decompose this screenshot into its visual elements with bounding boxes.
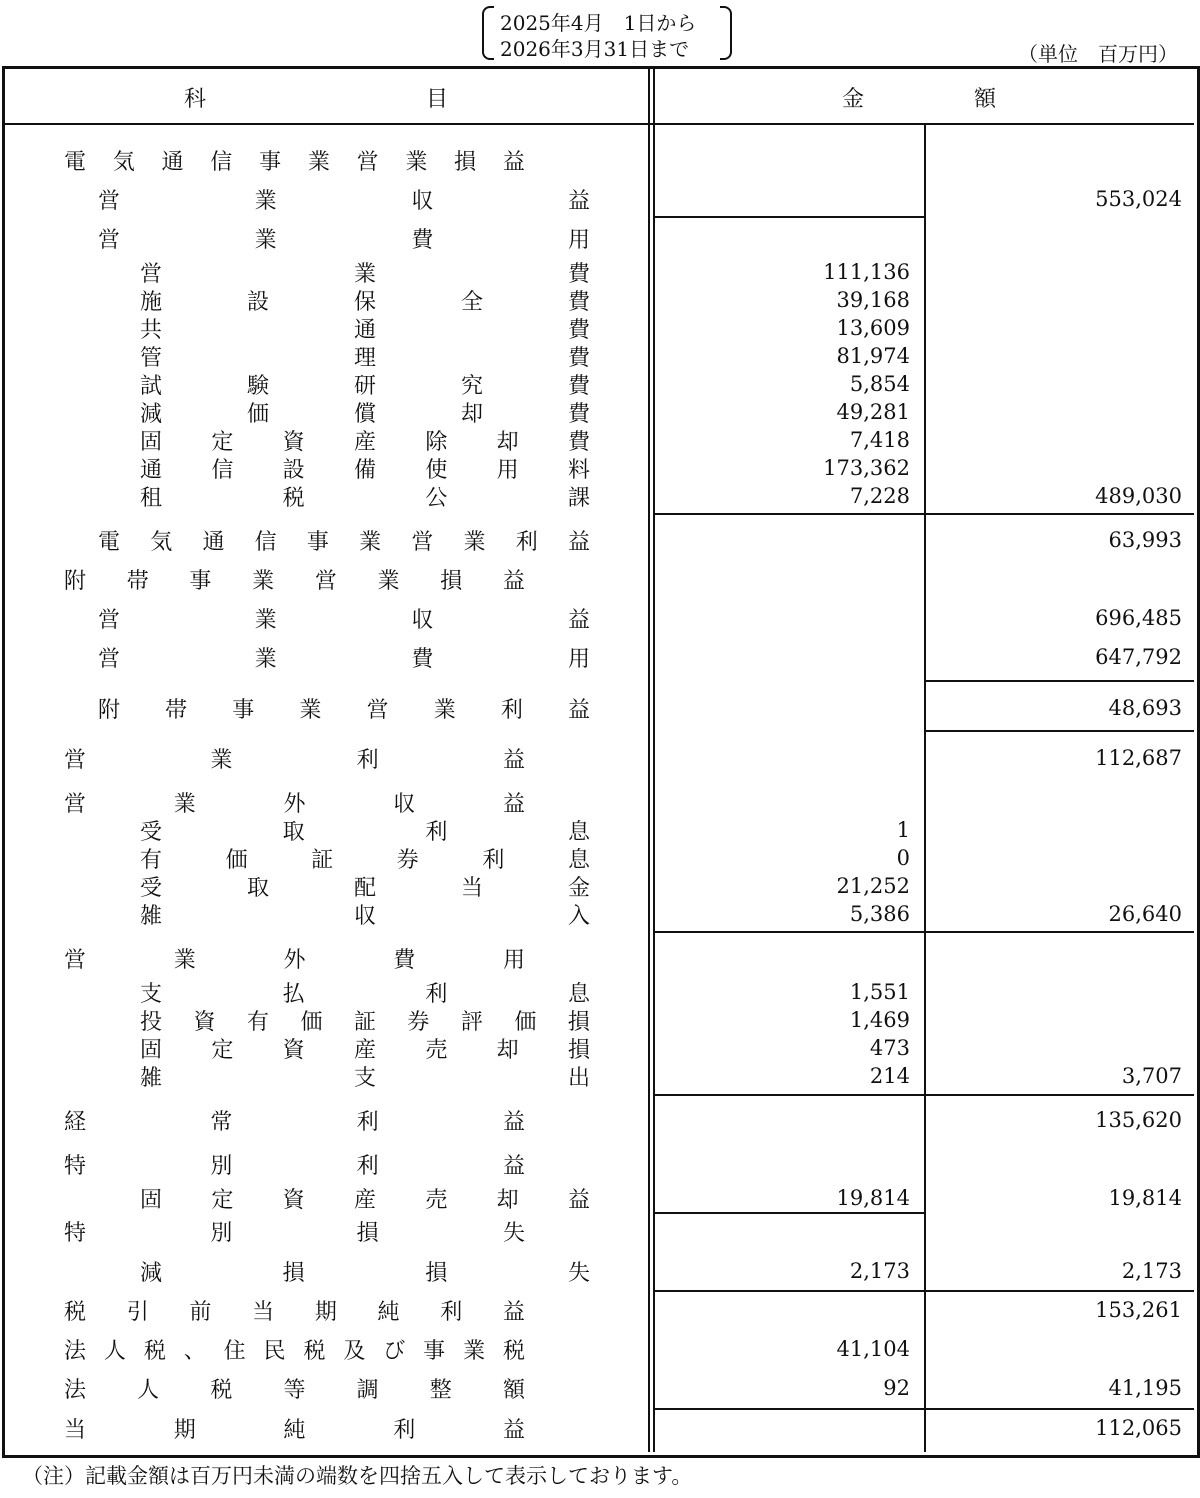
label-char: 法 — [64, 1338, 87, 1364]
unit-label: （単位 百万円） — [1018, 42, 1178, 66]
label-char: 等 — [283, 1377, 306, 1403]
row-label — [140, 872, 590, 900]
row-label — [140, 426, 590, 454]
detail-amount: 1,551 — [849, 980, 910, 1004]
label-char: 益 — [502, 747, 525, 773]
label-char: 営 — [356, 149, 379, 175]
label-char: 投 — [140, 1009, 163, 1035]
row-label — [98, 224, 590, 252]
label-char: 価 — [246, 401, 269, 427]
label-char: 益 — [502, 149, 525, 175]
label-char: 法 — [64, 1377, 87, 1403]
rule — [655, 931, 1194, 933]
label-char: 雑 — [140, 903, 163, 929]
label-char: 売 — [425, 1187, 448, 1213]
amount-column-separator — [924, 124, 926, 1452]
label-char: 税 — [210, 1377, 233, 1403]
label-char: 附 — [98, 697, 121, 723]
label-char: 営 — [98, 607, 121, 633]
label-char: 期 — [314, 1299, 337, 1325]
label-char: 備 — [353, 457, 376, 483]
label-char: 受 — [140, 819, 163, 845]
label-char: 受 — [140, 875, 163, 901]
label-char: 験 — [246, 373, 269, 399]
label-char: 業 — [252, 568, 275, 594]
row-label — [64, 565, 525, 593]
label-char: 利 — [440, 1299, 463, 1325]
detail-amount: 1 — [896, 818, 910, 842]
label-char: 固 — [140, 1187, 163, 1213]
fiscal-period — [482, 4, 732, 60]
label-char: 評 — [460, 1009, 483, 1035]
label-char: 費 — [567, 429, 590, 455]
rule — [926, 730, 1194, 732]
label-char: 業 — [377, 568, 400, 594]
label-char: 売 — [425, 1037, 448, 1063]
subtotal-amount: 647,792 — [1095, 645, 1182, 669]
row-label — [140, 258, 590, 286]
label-char: 業 — [433, 697, 456, 723]
label-char: 支 — [353, 1065, 376, 1091]
label-char: 通 — [161, 149, 184, 175]
label-char: 却 — [496, 1037, 519, 1063]
label-char: 業 — [254, 607, 277, 633]
label-char: 業 — [463, 529, 486, 555]
label-char: 損 — [567, 1037, 590, 1063]
label-char: 帯 — [126, 568, 149, 594]
label-char: 当 — [460, 875, 483, 901]
subtotal-amount: 696,485 — [1095, 606, 1182, 630]
row-label — [140, 900, 590, 928]
label-char: 税 — [143, 1338, 166, 1364]
label-char: 通 — [202, 529, 225, 555]
label-char: 益 — [502, 1109, 525, 1135]
row-label — [64, 146, 525, 174]
left-bracket — [482, 6, 494, 60]
label-char: 気 — [112, 149, 135, 175]
row-label — [140, 314, 590, 342]
subtotal-amount: 112,687 — [1095, 746, 1182, 770]
detail-amount: 473 — [869, 1036, 910, 1060]
label-char: 税 — [282, 485, 305, 511]
label-char: 収 — [393, 791, 416, 817]
label-char: 業 — [463, 1338, 486, 1364]
row-label — [64, 1106, 525, 1134]
label-char: 業 — [254, 227, 277, 253]
row-label — [140, 482, 590, 510]
label-char: 業 — [254, 188, 277, 214]
detail-amount: 173,362 — [823, 456, 910, 480]
label-char: 帯 — [165, 697, 188, 723]
label-char: 益 — [567, 697, 590, 723]
label-char: 外 — [283, 947, 306, 973]
detail-amount: 41,104 — [836, 1337, 910, 1361]
label-char: 整 — [429, 1377, 452, 1403]
row-label — [140, 342, 590, 370]
detail-amount: 39,168 — [836, 288, 910, 312]
label-char: 産 — [353, 429, 376, 455]
label-char: 息 — [567, 819, 590, 845]
label-char: 収 — [353, 903, 376, 929]
label-char: 税 — [64, 1299, 87, 1325]
label-char: 減 — [140, 1260, 163, 1286]
label-char: 理 — [353, 345, 376, 371]
label-char: 設 — [282, 457, 305, 483]
label-char: 利 — [500, 697, 523, 723]
label-char: 券 — [396, 847, 419, 873]
label-char: 、 — [183, 1338, 206, 1364]
detail-amount: 0 — [896, 846, 910, 870]
label-char: 固 — [140, 429, 163, 455]
row-label — [140, 370, 590, 398]
label-char: 資 — [193, 1009, 216, 1035]
label-char: 常 — [210, 1109, 233, 1135]
label-char: 益 — [502, 1153, 525, 1179]
label-char: 取 — [282, 819, 305, 845]
label-char: 却 — [496, 429, 519, 455]
column-divider-right — [653, 68, 655, 1452]
subtotal-amount: 553,024 — [1095, 187, 1182, 211]
label-char: 引 — [126, 1299, 149, 1325]
label-char: 別 — [210, 1220, 233, 1246]
label-char: 券 — [407, 1009, 430, 1035]
label-char: 特 — [64, 1153, 87, 1179]
label-char: 価 — [300, 1009, 323, 1035]
label-char: 損 — [425, 1260, 448, 1286]
label-char: 事 — [232, 697, 255, 723]
detail-amount: 13,609 — [836, 316, 910, 340]
label-char: 業 — [359, 529, 382, 555]
label-char: 損 — [454, 149, 477, 175]
label-char: 期 — [173, 1417, 196, 1443]
subtotal-amount: 19,814 — [1108, 1186, 1182, 1210]
label-char: 益 — [567, 1187, 590, 1213]
rule — [655, 1094, 1194, 1096]
label-char: 営 — [140, 261, 163, 287]
label-char: 事 — [306, 529, 329, 555]
label-char: 支 — [140, 981, 163, 1007]
detail-amount: 21,252 — [836, 874, 910, 898]
row-label — [64, 1296, 525, 1324]
label-char: 民 — [263, 1338, 286, 1364]
detail-amount: 7,418 — [849, 428, 910, 452]
label-char: 営 — [366, 697, 389, 723]
label-char: 施 — [140, 289, 163, 315]
detail-amount: 19,814 — [836, 1186, 910, 1210]
label-char: 却 — [496, 1187, 519, 1213]
label-char: 信 — [211, 457, 234, 483]
row-label — [140, 398, 590, 426]
label-char: 業 — [173, 791, 196, 817]
label-char: 究 — [460, 373, 483, 399]
amount-header: 金 額 — [842, 87, 997, 112]
label-char: 業 — [405, 149, 428, 175]
label-char: 調 — [356, 1377, 379, 1403]
label-char: 失 — [567, 1260, 590, 1286]
label-char: 用 — [496, 457, 519, 483]
label-char: 産 — [353, 1187, 376, 1213]
label-char: 使 — [425, 457, 448, 483]
rule — [655, 513, 1194, 515]
row-label — [140, 1184, 590, 1212]
label-char: 電 — [64, 149, 87, 175]
row-label — [64, 788, 525, 816]
label-char: 経 — [64, 1109, 87, 1135]
label-char: 出 — [567, 1065, 590, 1091]
label-char: 業 — [210, 747, 233, 773]
label-char: 業 — [254, 646, 277, 672]
label-char: 前 — [189, 1299, 212, 1325]
label-char: 営 — [314, 568, 337, 594]
label-char: 事 — [189, 568, 212, 594]
label-char: 息 — [567, 981, 590, 1007]
label-char: 金 — [567, 875, 590, 901]
label-char: 額 — [502, 1377, 525, 1403]
label-char: 試 — [140, 373, 163, 399]
label-char: 営 — [98, 188, 121, 214]
row-label — [140, 454, 590, 482]
label-char: 事 — [423, 1338, 446, 1364]
row-label — [140, 1062, 590, 1090]
label-char: 資 — [282, 1037, 305, 1063]
label-char: 除 — [425, 429, 448, 455]
detail-amount: 81,974 — [836, 344, 910, 368]
detail-amount: 49,281 — [836, 400, 910, 424]
label-char: 用 — [567, 227, 590, 253]
detail-amount: 1,469 — [849, 1008, 910, 1032]
label-char: 費 — [567, 289, 590, 315]
row-label — [140, 286, 590, 314]
row-label — [64, 1150, 525, 1178]
label-char: 租 — [140, 485, 163, 511]
label-char: 人 — [103, 1338, 126, 1364]
label-char: 産 — [353, 1037, 376, 1063]
rule — [655, 1408, 1194, 1410]
subtotal-amount: 153,261 — [1095, 1298, 1182, 1322]
label-char: 業 — [353, 261, 376, 287]
label-char: 費 — [393, 947, 416, 973]
label-char: 減 — [140, 401, 163, 427]
label-char: 税 — [303, 1338, 326, 1364]
row-label — [98, 694, 590, 722]
label-char: 気 — [150, 529, 173, 555]
label-char: 業 — [173, 947, 196, 973]
detail-amount: 92 — [883, 1376, 910, 1400]
row-label — [64, 1217, 525, 1245]
rule — [655, 1290, 1194, 1292]
detail-amount: 5,386 — [849, 902, 910, 926]
label-char: 損 — [440, 568, 463, 594]
label-char: 収 — [411, 607, 434, 633]
subtotal-amount: 26,640 — [1108, 902, 1182, 926]
label-char: 却 — [460, 401, 483, 427]
label-char: 用 — [502, 947, 525, 973]
label-char: 全 — [460, 289, 483, 315]
label-char: 収 — [411, 188, 434, 214]
label-char: 入 — [567, 903, 590, 929]
label-char: 益 — [567, 607, 590, 633]
label-char: 公 — [425, 485, 448, 511]
label-char: 管 — [140, 345, 163, 371]
period-end: 2026年3月31日まで — [500, 37, 690, 61]
detail-amount: 7,228 — [849, 484, 910, 508]
label-char: 料 — [567, 457, 590, 483]
detail-amount: 111,136 — [823, 260, 910, 284]
row-label — [98, 185, 590, 213]
label-char: 住 — [223, 1338, 246, 1364]
label-char: 電 — [98, 529, 121, 555]
label-char: 営 — [98, 646, 121, 672]
label-char: 雑 — [140, 1065, 163, 1091]
label-char: 利 — [425, 819, 448, 845]
label-char: 営 — [98, 227, 121, 253]
label-char: 附 — [64, 568, 87, 594]
row-label — [64, 744, 525, 772]
label-char: び — [383, 1338, 406, 1364]
label-char: 保 — [353, 289, 376, 315]
label-char: 利 — [425, 981, 448, 1007]
row-label — [140, 844, 590, 872]
row-label — [140, 1257, 590, 1285]
label-char: 業 — [299, 697, 322, 723]
subtotal-amount: 63,993 — [1108, 528, 1182, 552]
label-char: 価 — [514, 1009, 537, 1035]
subtotal-amount: 489,030 — [1095, 484, 1182, 508]
label-char: 営 — [411, 529, 434, 555]
label-char: 定 — [211, 429, 234, 455]
label-char: 営 — [64, 791, 87, 817]
label-char: 定 — [211, 1187, 234, 1213]
subtotal-amount: 2,173 — [1121, 1259, 1182, 1283]
label-char: 取 — [246, 875, 269, 901]
row-label — [64, 944, 525, 972]
rule — [655, 216, 925, 218]
period-start: 2025年4月 1日から — [500, 11, 697, 35]
label-char: 信 — [210, 149, 233, 175]
label-char: 益 — [502, 1299, 525, 1325]
label-char: 純 — [377, 1299, 400, 1325]
right-bracket — [720, 6, 732, 60]
subtotal-amount: 112,065 — [1095, 1416, 1182, 1440]
label-char: 償 — [353, 401, 376, 427]
detail-amount: 2,173 — [849, 1259, 910, 1283]
label-char: 費 — [411, 646, 434, 672]
label-char: 純 — [283, 1417, 306, 1443]
label-char: 資 — [282, 1187, 305, 1213]
label-char: 人 — [137, 1377, 160, 1403]
rule — [655, 1212, 925, 1214]
label-char: 利 — [482, 847, 505, 873]
detail-amount: 5,854 — [849, 372, 910, 396]
label-char: 益 — [502, 791, 525, 817]
label-char: 利 — [515, 529, 538, 555]
label-char: 利 — [356, 747, 379, 773]
label-char: 費 — [567, 373, 590, 399]
footnote: （注）記載金額は百万円未満の端数を四捨五入して表示しております。 — [22, 1464, 693, 1488]
label-char: 特 — [64, 1220, 87, 1246]
label-char: 及 — [343, 1338, 366, 1364]
row-label — [64, 1335, 525, 1363]
label-char: 価 — [225, 847, 248, 873]
label-char: 営 — [64, 947, 87, 973]
label-char: 利 — [356, 1153, 379, 1179]
row-label — [140, 816, 590, 844]
row-label — [98, 526, 590, 554]
label-char: 定 — [211, 1037, 234, 1063]
label-char: 資 — [282, 429, 305, 455]
label-char: 利 — [356, 1109, 379, 1135]
label-char: 費 — [411, 227, 434, 253]
label-char: 証 — [311, 847, 334, 873]
label-char: 利 — [393, 1417, 416, 1443]
label-char: 税 — [502, 1338, 525, 1364]
label-char: 払 — [282, 981, 305, 1007]
header-rule — [4, 123, 1194, 125]
label-char: 損 — [282, 1260, 305, 1286]
label-char: 用 — [567, 646, 590, 672]
label-char: 失 — [502, 1220, 525, 1246]
label-char: 当 — [64, 1417, 87, 1443]
label-char: 共 — [140, 317, 163, 343]
label-char: 信 — [254, 529, 277, 555]
label-char: 通 — [353, 317, 376, 343]
label-char: 損 — [356, 1220, 379, 1246]
label-char: 当 — [252, 1299, 275, 1325]
label-char: 外 — [283, 791, 306, 817]
label-char: 配 — [353, 875, 376, 901]
rule — [926, 680, 1194, 682]
subtotal-amount: 3,707 — [1121, 1064, 1182, 1088]
label-char: 費 — [567, 261, 590, 287]
label-char: 益 — [567, 188, 590, 214]
subtotal-amount: 41,195 — [1108, 1376, 1182, 1400]
label-char: 有 — [140, 847, 163, 873]
subject-header: 科 目 — [184, 87, 449, 112]
subtotal-amount: 48,693 — [1108, 696, 1182, 720]
label-char: 固 — [140, 1037, 163, 1063]
label-char: 証 — [353, 1009, 376, 1035]
label-char: 有 — [246, 1009, 269, 1035]
detail-amount: 214 — [869, 1064, 910, 1088]
label-char: 益 — [502, 1417, 525, 1443]
label-char: 費 — [567, 401, 590, 427]
label-char: 益 — [567, 529, 590, 555]
label-char: 別 — [210, 1153, 233, 1179]
label-char: 益 — [502, 568, 525, 594]
label-char: 費 — [567, 345, 590, 371]
label-char: 息 — [567, 847, 590, 873]
label-char: 費 — [567, 317, 590, 343]
label-char: 事 — [259, 149, 282, 175]
row-label — [140, 1006, 590, 1034]
row-label — [64, 1414, 525, 1442]
row-label — [98, 604, 590, 632]
label-char: 業 — [307, 149, 330, 175]
label-char: 課 — [567, 485, 590, 511]
label-char: 研 — [353, 373, 376, 399]
label-char: 通 — [140, 457, 163, 483]
row-label — [98, 643, 590, 671]
row-label — [140, 1034, 590, 1062]
column-divider-left — [648, 68, 650, 1452]
label-char: 損 — [567, 1009, 590, 1035]
row-label — [140, 978, 590, 1006]
label-char: 営 — [64, 747, 87, 773]
row-label — [64, 1374, 525, 1402]
label-char: 設 — [246, 289, 269, 315]
subtotal-amount: 135,620 — [1095, 1108, 1182, 1132]
